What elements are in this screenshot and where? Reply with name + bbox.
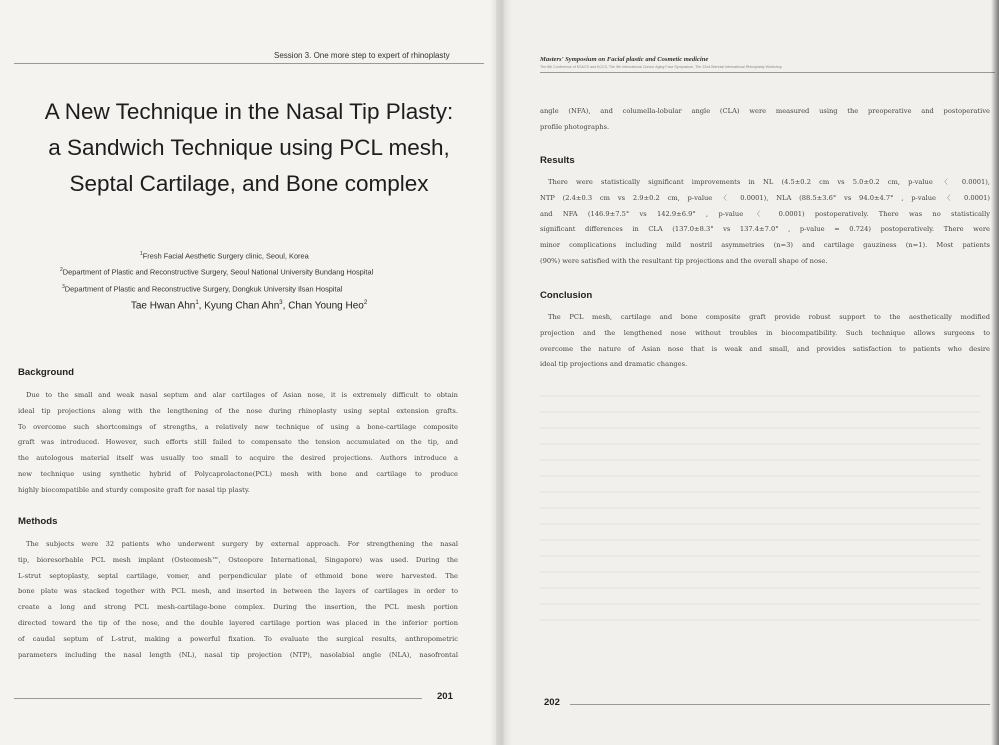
text-line: projection and the lengthened nose without troubles in biocompatibility. Such technique allows surgeons to xyxy=(540,328,990,337)
text-line: profile photographs. xyxy=(540,122,610,131)
author-mark: 3 xyxy=(279,300,283,306)
header-rule xyxy=(14,63,484,64)
text-line: significant differences in CLA (137.0±8.3° vs 137.4±7.0° , p-value = 0.724) postoperatively. There were xyxy=(540,225,990,234)
footer-rule xyxy=(570,704,990,705)
text-line: and NFA (146.9±7.5° vs 142.9±6.9° , p-value 〈 0.0001) postoperatively. There was no statistically xyxy=(540,209,990,218)
title-line: A New Technique in the Nasal Tip Plasty: xyxy=(44,99,454,124)
text-line: directed toward the tip of the nose, and the double layered cartilage portion was placed in the inferior portion xyxy=(18,618,458,627)
text-line: of caudal septum of L-strut, making a powerful fixation. To evaluate the surgical results, anthropometric xyxy=(18,634,458,643)
text-line: NTP (2.4±0.3 cm vs 2.9±0.2 cm, p-value 〈 0.0001), NLA (88.5±3.6° vs 94.0±4.7° , p-value 〈 0.0001) xyxy=(540,193,990,202)
footer-rule xyxy=(14,698,422,699)
affiliation-2 xyxy=(40,263,460,279)
text-line: To overcome such shortcomings of strengths, a relatively new technique of using a bone-cartilage composite xyxy=(18,422,458,431)
text-line: graft was introduced. However, such efforts still failed to compensate the tension accumulated on the tip, and xyxy=(18,438,458,447)
session-header: Session 3. One more step to expert of rhinoplasty xyxy=(274,51,450,60)
affiliation-3 xyxy=(40,280,460,296)
text-line: (90%) were satisfied with the resultant tip projections and the overall shape of nose. xyxy=(540,256,828,265)
background-heading: Background xyxy=(18,367,74,378)
results-paragraph xyxy=(540,175,990,270)
title-line: Septal Cartilage, and Bone complex xyxy=(69,171,429,196)
affiliation-text: Fresh Facial Aesthetic Surgery clinic, Seoul, Korea xyxy=(142,251,309,261)
text-line: ideal tip projections along with the lengthening of the nose during rhinoplasty using septal extension grafts. xyxy=(18,406,458,415)
binding-gutter xyxy=(490,0,512,745)
title-line: a Sandwich Technique using PCL mesh, xyxy=(48,135,450,160)
text-line: angle (NFA), and columella-lobular angle (CLA) were measured using the preoperative and postoperative xyxy=(540,107,990,115)
affiliation-text: Department of Plastic and Reconstructive Surgery, Seoul National University Bundang Hospital xyxy=(62,267,374,277)
author-mark: 1 xyxy=(195,300,199,306)
affiliation-mark: 3 xyxy=(62,283,65,290)
affiliation-mark: 1 xyxy=(140,251,143,257)
text-line: The subjects were 32 patients who underwent surgery by external approach. For strengthening the nasal xyxy=(26,540,458,548)
conclusion-heading: Conclusion xyxy=(540,290,593,301)
text-line: the autologous material itself was usually too small to acquire the desired projections. Authors introduce a xyxy=(18,454,458,463)
author-name: Kyung Chan Ahn xyxy=(204,300,280,312)
page-number: 201 xyxy=(437,691,453,702)
conclusion-paragraph xyxy=(540,310,990,373)
affiliation-text: Department of Plastic and Reconstructive Surgery, Dongkuk University Ilsan Hospital xyxy=(64,284,343,294)
text-line: highly biocompatible and sturdy composite graft for nasal tip plasty. xyxy=(18,485,250,494)
author-list xyxy=(14,300,484,311)
affiliations xyxy=(40,247,460,296)
page-number: 202 xyxy=(544,697,560,708)
text-line: parameters including the nasal length (NL), nasal tip projection (NTP), nasolabial angle (NLA), nasofrontal xyxy=(18,650,458,659)
page-edge-shadow xyxy=(991,0,999,745)
background-paragraph xyxy=(18,388,458,499)
journal-subtitle: The 8th Conference of KSACS and KCCS, The 9th International Consor Aging Face Symposium, The 22nd Biennial International Rhinoplasty Workshop xyxy=(540,65,782,69)
text-line: tip, bioresorbable PCL mesh implant (Osteomesh™, Osteopore International, Singapore) was used. During the xyxy=(18,555,458,564)
author-separator: , xyxy=(198,300,205,312)
text-line: The PCL mesh, cartilage and bone composite graft provide robust support to the aesthetically modified xyxy=(548,313,990,321)
author-name: Tae Hwan Ahn xyxy=(130,300,196,312)
text-line: create a long and strong PCL mesh-cartilage-bone complex. During the insertion, the PCL mesh portion xyxy=(18,603,458,612)
author-name: Chan Young Heo xyxy=(288,300,364,312)
paper-title xyxy=(14,94,484,202)
author-separator: , xyxy=(282,300,289,312)
text-line: There were statistically significant improvements in NL (4.5±0.2 cm vs 5.0±0.2 cm, p-value 〈 0.0001), xyxy=(548,178,990,186)
text-line: L-strut septoplasty, septal cartilage, vomer, and perpendicular plate of ethmoid bone were harvested. The xyxy=(18,571,458,580)
methods-heading: Methods xyxy=(18,516,58,527)
journal-title: Masters' Symposium on Facial plastic and Cosmetic medicine xyxy=(540,56,709,63)
author-mark: 2 xyxy=(363,300,368,306)
left-page xyxy=(0,0,496,745)
affiliation-1 xyxy=(40,247,460,263)
text-line: bone plate was stacked together with PCL mesh, and inserted in between the layers of cartilages in order to xyxy=(18,587,458,596)
text-line: new technique using synthetic hybrid of Polycaprolactone(PCL) mesh with bone and cartilage to produce xyxy=(18,469,458,478)
affiliation-mark: 2 xyxy=(60,267,63,274)
text-line: Due to the small and weak nasal septum and alar cartilages of Asian nose, it is extremely difficult to obtain xyxy=(26,391,458,399)
methods-paragraph xyxy=(18,537,458,663)
results-heading: Results xyxy=(540,155,575,166)
text-line: ideal tip projections and dramatic changes. xyxy=(540,360,688,369)
text-line: overcome the nature of Asian nose that is weak and small, and provides satisfaction to patients who desire xyxy=(540,344,990,353)
continued-paragraph xyxy=(540,104,990,136)
right-page xyxy=(500,0,999,745)
header-rule xyxy=(540,72,995,73)
text-line: minor complications including mild nostril asymmetries (n=3) and cartilage gauziness (n=1). Most patients xyxy=(540,241,990,250)
